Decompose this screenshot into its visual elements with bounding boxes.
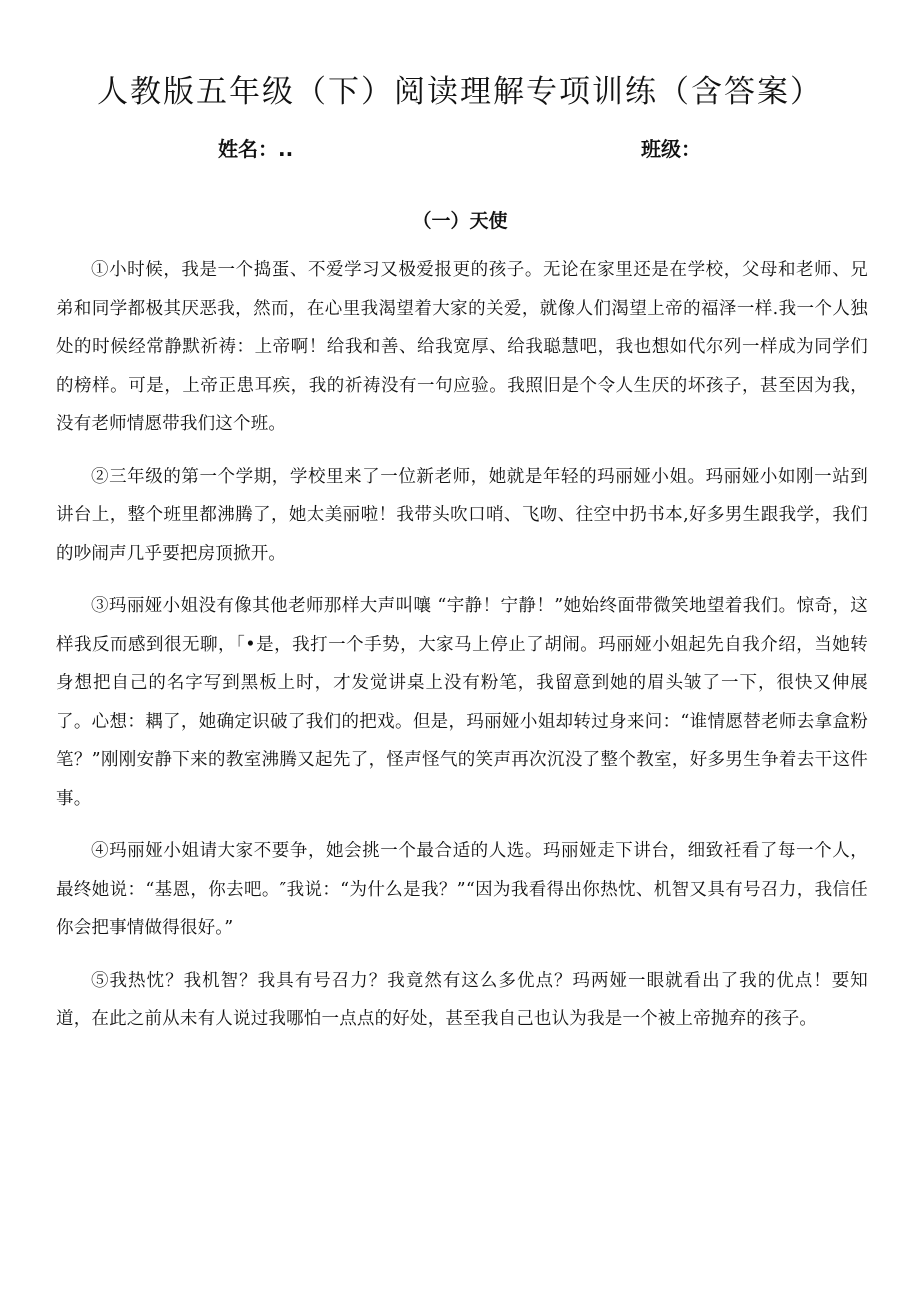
section-heading: （一）天使 [412, 210, 508, 232]
paragraph-2: ②三年级的第一个学期，学校里来了一位新老师，她就是年轻的玛丽娅小姐。玛丽娅小如刚一站到讲台上，整个班里都沸腾了，她太美丽啦！我带头吹口哨、飞吻、往空中扔书本,好多男生跟我学，我们的吵闹声几乎要把房顶掀开。 [56, 466, 868, 564]
paragraph-4: ④玛丽娅小姐请大家不要争，她会挑一个最合适的人选。玛丽娅走下讲台，细致衽看了每一个人，最终她说：“基恩，你去吧。″我说：“为什么是我？”“因为我看得出你热忱、机智又具有号召力，我信任你会把事情做得很好。” [56, 841, 868, 938]
student-name-label: 姓名：.. [218, 137, 294, 161]
class-label: 班级： [641, 137, 701, 161]
paragraph-3: ③玛丽娅小姐没有像其他老师那样大声叫嚷 “宇静！宁静！”她始终面带微笑地望着我们。惊奇，这样我反而感到很无聊，「•是，我打一个手势，大家马上停止了胡闹。玛丽娅小姐起先自我介绍，当她转身想把自己的名字写到黑板上时，才发觉讲桌上没有粉笔，我留意到她的眉头皱了一下，很快又伸展了。心想：耦了，她确定识破了我们的把戏。但是，玛丽娅小姐却转过身来问：“谁情愿替老师去拿盒粉笔？”刚刚安静下来的教室沸腾又起先了，怪声怪气的笑声再次沉没了整个教室，好多男生争着去干这件事。 [56, 596, 868, 809]
document-title: 人教版五年级（下）阅读理解专项训练（含答案） [97, 74, 823, 110]
paragraph-1: ①小时候，我是一个捣蛋、不爱学习又极爱报更的孩子。无论在家里还是在学校，父母和老师、兄弟和同学都极其厌恶我，然而，在心里我渴望着大家的关爱，就像人们渴望上帝的福泽一样.我一个人独处的时候经常静默祈祷：上帝啊！给我和善、给我宽厚、给我聪慧吧，我也想如代尔列一样成为同学们的榜样。可是，上帝正患耳疾，我的祈祷没有一句应验。我照旧是个令人生厌的坏孩子，甚至因为我，没有老师情愿带我们这个班。 [56, 260, 868, 434]
passage-body [56, 251, 868, 1053]
paragraph-5: ⑤我热忱？我机智？我具有号召力？我竟然有这么多优点？玛两娅一眼就看出了我的优点！要知道，在此之前从未有人说过我哪怕一点点的好处，甚至我自己也认为我是一个被上帝抛弃的孩子。 [56, 970, 868, 1029]
